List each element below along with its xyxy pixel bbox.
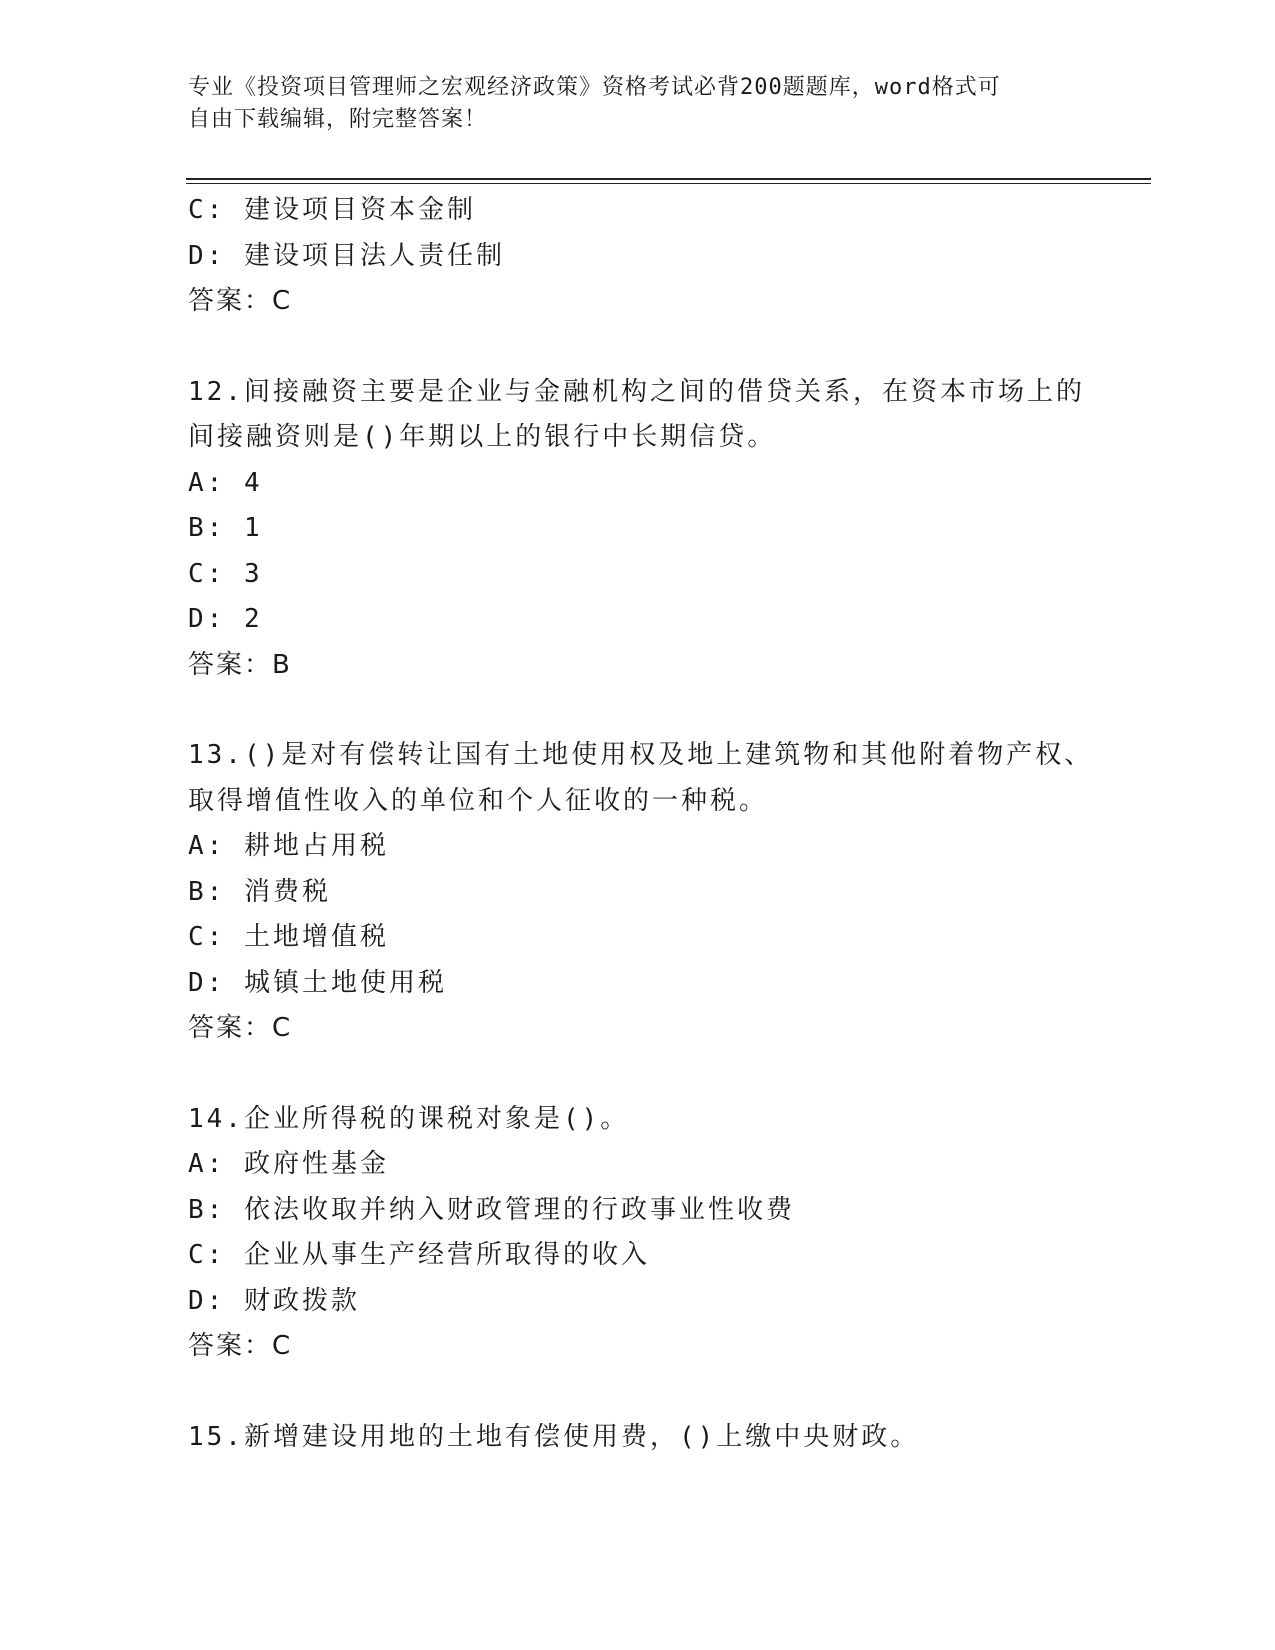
- header-divider-thin: [186, 183, 1151, 184]
- question-block-14: [188, 1097, 1148, 1370]
- question-stem: 12.间接融资主要是企业与金融机构之间的借贷关系，在资本市场上的: [188, 376, 1085, 407]
- answer: 答案：B: [188, 649, 292, 680]
- header-line-2: 自由下载编辑，附完整答案！: [188, 107, 488, 132]
- question-block-13: [188, 733, 1148, 1052]
- option-c: C: 建设项目资本金制: [188, 195, 476, 225]
- question-block-11: [188, 188, 1148, 325]
- option-b: B: 1: [188, 513, 263, 543]
- question-block-12: [188, 370, 1148, 689]
- document-header: [188, 72, 1088, 136]
- option-d: D: 建设项目法人责任制: [188, 240, 505, 271]
- option-a: A: 政府性基金: [188, 1149, 389, 1179]
- question-stem: 取得增值性收入的单位和个人征收的一种税。: [188, 785, 769, 816]
- question-stem: 13.()是对有偿转让国有土地使用权及地上建筑物和其他附着物产权、: [188, 740, 1094, 770]
- option-d: D: 财政拨款: [188, 1285, 360, 1316]
- question-block-15: [188, 1415, 1148, 1461]
- option-c: C: 企业从事生产经营所取得的收入: [188, 1240, 650, 1270]
- answer: 答案：C: [188, 1331, 293, 1361]
- option-a: A: 4: [188, 467, 263, 498]
- answer: 答案：C: [188, 1013, 293, 1043]
- header-divider: [186, 178, 1151, 180]
- header-line-1: 专业《投资项目管理师之宏观经济政策》资格考试必背200题题库，word格式可: [188, 75, 1001, 100]
- option-b: B: 消费税: [188, 876, 331, 907]
- option-d: D: 城镇土地使用税: [188, 967, 447, 998]
- question-stem: 15.新增建设用地的土地有偿使用费，()上缴中央财政。: [188, 1421, 920, 1452]
- option-b: B: 依法收取并纳入财政管理的行政事业性收费: [188, 1194, 795, 1225]
- question-stem: 间接融资则是()年期以上的银行中长期信贷。: [188, 422, 777, 452]
- option-c: C: 土地增值税: [188, 922, 389, 952]
- option-a: A: 耕地占用税: [188, 831, 389, 861]
- question-list: [188, 188, 1148, 1460]
- option-c: C: 3: [188, 558, 263, 589]
- option-d: D: 2: [188, 604, 263, 634]
- question-stem: 14.企业所得税的课税对象是()。: [188, 1103, 630, 1134]
- answer: 答案：C: [188, 286, 293, 316]
